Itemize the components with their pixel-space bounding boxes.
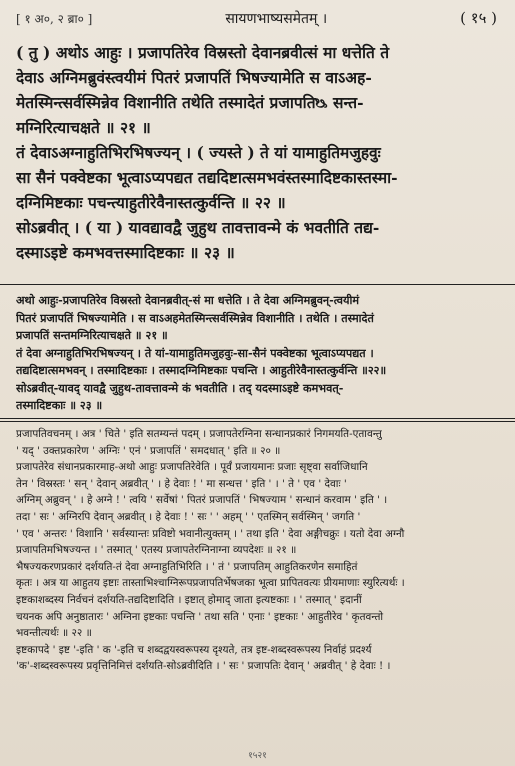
padapatha-line: तस्मादिष्टकाः ॥ २३ ॥	[16, 398, 103, 412]
section-divider	[0, 421, 515, 422]
commentary-line: चयनक अपि अनुष्ठातारः ' अग्निना इष्टकाः पचन्ति ' तथा सति ' एनाः ' इष्टकाः ' आहुतीरेव ' कृतवन्तो	[16, 610, 384, 623]
main-text-line: ( तु ) अथोऽ आहुः । प्रजापतिरेव विस्रस्तो देवानब्रवीत्सं मा धत्तेति ते	[16, 43, 390, 62]
main-text-line: देवाऽ अग्निमब्रुवंस्त्वयीमं पितरं प्रजापतिं भिषज्यामेति स वाऽअह-	[16, 68, 372, 87]
commentary-line: प्रजापतेरेव संधानप्रकारमाह-अथो आहुः प्रजापतिरेवेति । पूर्वं प्रजायमानः प्रजाः सृष्ट्वा सर्वाजिधानि	[16, 461, 368, 474]
page-number: ( १५ )	[460, 9, 497, 27]
commentary-line: तेन ' विस्रस्तः ' सन् ' देवान् अब्रवीत् ' । हे देवाः ! ' मा सन्धत्त ' इति ' । ' ते ' एव ' देवाः '	[16, 477, 347, 490]
section-divider	[0, 418, 515, 419]
main-text-line: मग्निरित्याचक्षते ॥ २१ ॥	[16, 118, 151, 137]
section-divider	[0, 284, 515, 285]
padapatha-line: प्रजापतिं सन्तमग्निरित्याचक्षते ॥ २१ ॥	[16, 328, 168, 342]
sayana-commentary	[16, 426, 502, 675]
running-title: सायणभाष्यसमेतम् ।	[225, 10, 328, 27]
commentary-line: तदा ' सः ' अग्निरपि देवान् अब्रवीत् । हे देवाः ! ' सः ' ' अहम् ' ' एतस्मिन् सर्वस्मिन् ' जगति '	[16, 510, 361, 523]
main-text-line: सोऽब्रवीत् । ( या ) यावद्यावद्वै जुहुथ तावत्तावन्मे कं भवतीति तद्य-	[16, 218, 380, 237]
commentary-line: ' यद् ' उक्तप्रकारेण ' अग्निः ' एनं ' प्रजापतिं ' समदधात् ' इति ॥ २० ॥	[16, 444, 281, 457]
padapatha-line: सोऽब्रवीत्-यावद् यावद्वै जुहुथ-तावत्तावन्मे कं भवतीति । तद् यदस्माऽइष्टे कमभवत्-	[16, 380, 344, 395]
page-footer: १५२१	[248, 751, 267, 761]
commentary-line: अग्निम् अब्रुवन् ' । हे अग्ने ! ' त्वयि ' सर्वेषां ' पितरं प्रजापतिं ' भिषज्याम ' सन्धानं करवाम ' इति ' ।	[16, 494, 388, 507]
padapatha-line: तं देवा अग्नाहुतिभिरभिषज्यन् । ते यां-यामाहुतिमजुहवुः-सा-सैनं पक्वेष्टका भूत्वाऽप्यपद्यत ।	[16, 345, 374, 360]
page-header	[0, 0, 515, 36]
padapatha-text	[16, 292, 502, 415]
main-text-line: दग्निमिष्टकाः पचन्त्याहुतीरेवैनास्तत्कुर्वन्ति ॥ २२ ॥	[16, 193, 286, 212]
main-verse-text	[16, 40, 502, 265]
commentary-line: कृतः । अत्र या आहुतय इष्टाः तास्ताभिश्चाग्निरूपप्रजापतिर्भेषजका भूत्वा प्रापितवत्यः प्रीयमाणाः स्युरित्यर्थः ।	[16, 577, 405, 590]
main-text-line: सा सैनं पक्वेष्टका भूत्वाऽप्यपद्यत तद्यदिष्टात्समभवंस्तस्मादिष्टकास्तस्मा-	[16, 168, 398, 187]
padapatha-line: पितरं प्रजापतिं भिषज्यामेति । स वाऽअहमेतस्मिन्त्सर्वस्मिन्नेव विशानीति । तथेति । तस्मादेतं	[16, 310, 374, 325]
commentary-line: इष्टकाशब्दस्य निर्वचनं दर्शयति-तद्यदिष्टादिति । इष्टात् होमाद् जाता इत्यष्टकाः । ' तस्मात् ' इदानीं	[16, 593, 362, 606]
commentary-line: भवन्तीत्यर्थः ॥ २२ ॥	[16, 627, 92, 640]
commentary-line: प्रजापतिमभिषज्यन्त । ' तस्मात् ' एतस्य प्रजापतेरग्निनाग्ना व्यपदेशः ॥ २१ ॥	[16, 544, 297, 557]
padapatha-line: अथो आहुः-प्रजापतिरेव विस्रस्तो देवानब्रवीत्-सं मा धत्तेति । ते देवा अग्निमब्रुवन्-त्वयीमं	[16, 293, 360, 307]
main-text-line: तं देवाऽअग्नाहुतिभिरभिषज्यन् । ( ज्यस्ते ) ते यां यामाहुतिमजुहवुः	[16, 143, 381, 162]
commentary-line: 'क'-शब्दस्वरूपस्य प्रवृत्तिनिमित्तं दर्शयति-सोऽब्रवीदिति । ' सः ' प्रजापतिः देवान् ' अब्रवीत् ' हे देवाः ! ।	[16, 660, 391, 673]
commentary-line: इष्टकापदे ' इष्ट '-इति ' क '-इति च शब्दद्वयस्वरूपस्य दृश्यते, तत्र इष्ट-शब्दस्वरूपस्य निर्वाहं प्रदर्श्य	[16, 643, 372, 656]
main-text-line: मेतस्मिन्त्सर्वस्मिन्नेव विशानीति तथेति तस्मादेतं प्रजापतिᳬ सन्त-	[16, 93, 364, 112]
padapatha-line: तद्यदिष्टात्समभवन् । तस्मादिष्टकाः । तस्मादग्निमिष्टकाः पचन्ति । आहुतीरेवैनास्तत्कुर्वन्ति ॥२२॥	[16, 363, 387, 377]
commentary-line: भैषज्यकरणप्रकारं दर्शयति-तं देवा अग्नाहुतिभिरिति । ' तं ' प्रजापतिम् आहुतिकरणेन समाहितं	[16, 560, 358, 573]
commentary-line: ' एव ' अन्तरः ' विशानि ' सर्वस्यान्तः प्रविष्टो भवानीत्युक्तम् । ' तथा इति ' देवा अङ्गीचक्रुः । यतो देवा अग्नौ	[16, 527, 405, 540]
commentary-line: प्रजापतिवचनम् । अत्र ' चिते ' इति सतम्यन्तं पदम् । प्रजापतेरग्निना सन्धानप्रकारं निगमयति-एतावन्तु	[16, 428, 382, 440]
main-text-line: दस्माऽइष्टे कमभवत्तस्मादिष्टकाः ॥ २३ ॥	[16, 243, 235, 262]
section-reference: [ १ अ०, २ ब्रा० ]	[16, 11, 93, 26]
